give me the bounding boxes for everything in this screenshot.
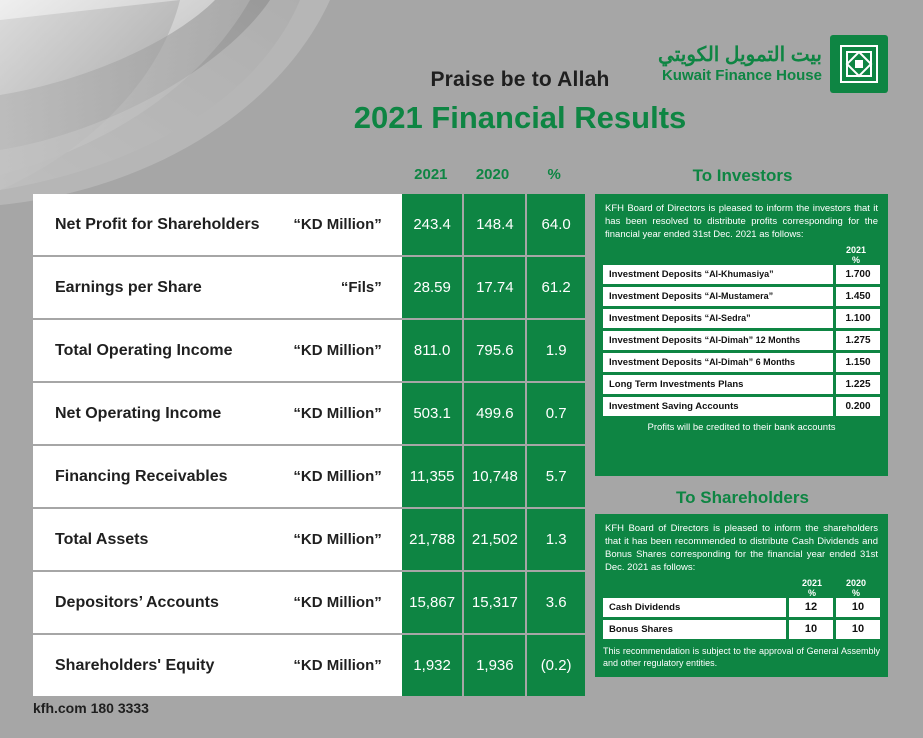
- row-value-percent: 3.6: [526, 571, 585, 634]
- list-item: [603, 397, 880, 416]
- row-value-2020: 499.6: [463, 382, 526, 445]
- list-item: [603, 287, 880, 306]
- row-unit: “KD Million”: [274, 194, 402, 256]
- deposit-rate: 1.700: [836, 265, 880, 284]
- row-value-2020: 1,936: [463, 634, 526, 696]
- row-value-2021: 11,355: [402, 445, 464, 508]
- row-label: Shareholders' Equity: [33, 634, 274, 696]
- row-value-percent: (0.2): [526, 634, 585, 696]
- shareholders-intro-text: KFH Board of Directors is pleased to inform the shareholders that it has been recommended to distribute Cash Dividends and Bonus Shares corresponding for the financial year ended 31st Dec. 2021 as follows:: [605, 523, 878, 574]
- deposit-name-main: Investment Deposits: [609, 313, 702, 325]
- table-row: [33, 382, 585, 445]
- investors-column-header: [603, 246, 880, 265]
- shareholders-col-2020-pct: %: [851, 587, 860, 598]
- row-value-2021: 811.0: [402, 319, 464, 382]
- logo-text: [658, 44, 822, 84]
- page-header: [0, 0, 923, 150]
- deposit-name-main: Investment Deposits: [609, 269, 702, 281]
- shareholders-section-title: To Shareholders: [676, 488, 809, 507]
- table-row: [33, 508, 585, 571]
- shareholder-value-2020: 10: [836, 598, 880, 617]
- deposit-name: [603, 397, 833, 416]
- shareholders-panel: [595, 514, 888, 677]
- row-value-2020: 17.74: [463, 256, 526, 319]
- row-unit: “KD Million”: [274, 445, 402, 508]
- table-row: [33, 319, 585, 382]
- list-item: [603, 353, 880, 372]
- deposit-name: [603, 353, 833, 372]
- financial-results-table: [33, 194, 585, 696]
- row-label: Total Operating Income: [33, 319, 274, 382]
- shareholder-item-name: Bonus Shares: [603, 620, 786, 639]
- deposit-name-sub: “Al-Khumasiya”: [704, 269, 774, 280]
- shareholders-note: This recommendation is subject to the approval of General Assembly and other regulatory entities.: [603, 646, 880, 669]
- deposit-name-sub: “Al-Dimah” 6 Months: [704, 357, 796, 368]
- row-unit: “KD Million”: [274, 319, 402, 382]
- row-value-2021: 503.1: [402, 382, 464, 445]
- deposit-name: [603, 331, 833, 350]
- deposit-name-main: Investment Deposits: [609, 357, 702, 369]
- row-value-2020: 10,748: [463, 445, 526, 508]
- row-value-percent: 61.2: [526, 256, 585, 319]
- table-row: [33, 445, 585, 508]
- list-item: [603, 265, 880, 284]
- investors-panel: [595, 194, 888, 476]
- deposit-name-main: Investment Deposits: [609, 335, 702, 347]
- list-item: [603, 375, 880, 394]
- deposit-name-main: Investment Deposits: [609, 291, 702, 303]
- deposit-rate: 1.275: [836, 331, 880, 350]
- list-item: [603, 598, 880, 617]
- shareholder-value-2021: 10: [789, 620, 833, 639]
- row-value-percent: 0.7: [526, 382, 585, 445]
- deposit-name-main: Investment Saving Accounts: [609, 401, 739, 413]
- deposit-name-sub: “Al-Mustamera”: [704, 291, 774, 302]
- shareholders-col-2021-year: 2021: [801, 578, 823, 589]
- column-header-percent: %: [547, 166, 561, 183]
- row-value-2021: 1,932: [402, 634, 464, 696]
- row-unit: “KD Million”: [274, 508, 402, 571]
- row-value-2020: 795.6: [463, 319, 526, 382]
- investors-section-title: To Investors: [692, 166, 793, 185]
- deposit-rate: 1.100: [836, 309, 880, 328]
- deposit-name-sub: “Al-Dimah” 12 Months: [704, 335, 801, 346]
- row-value-2021: 243.4: [402, 194, 464, 256]
- row-unit: “KD Million”: [274, 382, 402, 445]
- deposit-name: [603, 287, 833, 306]
- list-item: [603, 331, 880, 350]
- deposit-name: [603, 265, 833, 284]
- row-label: Earnings per Share: [33, 256, 274, 319]
- row-unit: “KD Million”: [274, 634, 402, 696]
- footer-contact: kfh.com 180 3333: [33, 700, 149, 716]
- row-label: Total Assets: [33, 508, 274, 571]
- shareholder-item-name: Cash Dividends: [603, 598, 786, 617]
- table-row: [33, 194, 585, 256]
- row-value-2021: 28.59: [402, 256, 464, 319]
- deposit-name-main: Long Term Investments Plans: [609, 379, 744, 391]
- deposit-name: [603, 375, 833, 394]
- deposit-name-sub: “Al-Sedra”: [704, 313, 751, 324]
- deposit-rate: 1.450: [836, 287, 880, 306]
- row-unit: “Fils”: [274, 256, 402, 319]
- table-row: [33, 634, 585, 696]
- column-header-2020: 2020: [475, 166, 510, 183]
- shareholders-col-2021-pct: %: [807, 587, 816, 598]
- row-value-percent: 64.0: [526, 194, 585, 256]
- row-value-percent: 5.7: [526, 445, 585, 508]
- table-row: [33, 571, 585, 634]
- logo-english-name: Kuwait Finance House: [661, 66, 822, 84]
- list-item: [603, 620, 880, 639]
- logo-arabic-name: بيت التمويل الكويتي: [658, 43, 822, 66]
- row-label: Net Profit for Shareholders: [33, 194, 274, 256]
- deposit-rate: 1.150: [836, 353, 880, 372]
- investors-intro-text: KFH Board of Directors is pleased to inform the investors that it has been resolved to distribute profits corresponding for the financial year ended 31st Dec. 2021 as follows:: [605, 203, 878, 241]
- investors-col-year: 2021: [845, 245, 867, 256]
- row-value-percent: 1.3: [526, 508, 585, 571]
- row-value-2020: 21,502: [463, 508, 526, 571]
- row-value-2020: 15,317: [463, 571, 526, 634]
- table-row: [33, 256, 585, 319]
- investors-note: Profits will be credited to their bank accounts: [647, 422, 836, 434]
- results-column-headers: [400, 166, 585, 183]
- shareholder-value-2021: 12: [789, 598, 833, 617]
- page-title: 2021 Financial Results: [353, 100, 687, 135]
- row-label: Financing Receivables: [33, 445, 274, 508]
- column-header-2021: 2021: [414, 166, 448, 183]
- deposit-rate: 0.200: [836, 397, 880, 416]
- row-value-percent: 1.9: [526, 319, 585, 382]
- praise-text: Praise be to Allah: [430, 68, 610, 91]
- kfh-logo-mark-icon: [830, 35, 888, 93]
- row-value-2021: 21,788: [402, 508, 464, 571]
- row-value-2020: 148.4: [463, 194, 526, 256]
- row-value-2021: 15,867: [402, 571, 464, 634]
- shareholder-value-2020: 10: [836, 620, 880, 639]
- shareholders-col-2020-year: 2020: [845, 578, 867, 589]
- deposit-rate: 1.225: [836, 375, 880, 394]
- row-unit: “KD Million”: [274, 571, 402, 634]
- deposit-name: [603, 309, 833, 328]
- shareholders-column-header: [603, 579, 880, 598]
- kfh-logo: [658, 35, 888, 93]
- investors-col-pct: %: [851, 254, 860, 265]
- row-label: Net Operating Income: [33, 382, 274, 445]
- row-label: Depositors’ Accounts: [33, 571, 274, 634]
- list-item: [603, 309, 880, 328]
